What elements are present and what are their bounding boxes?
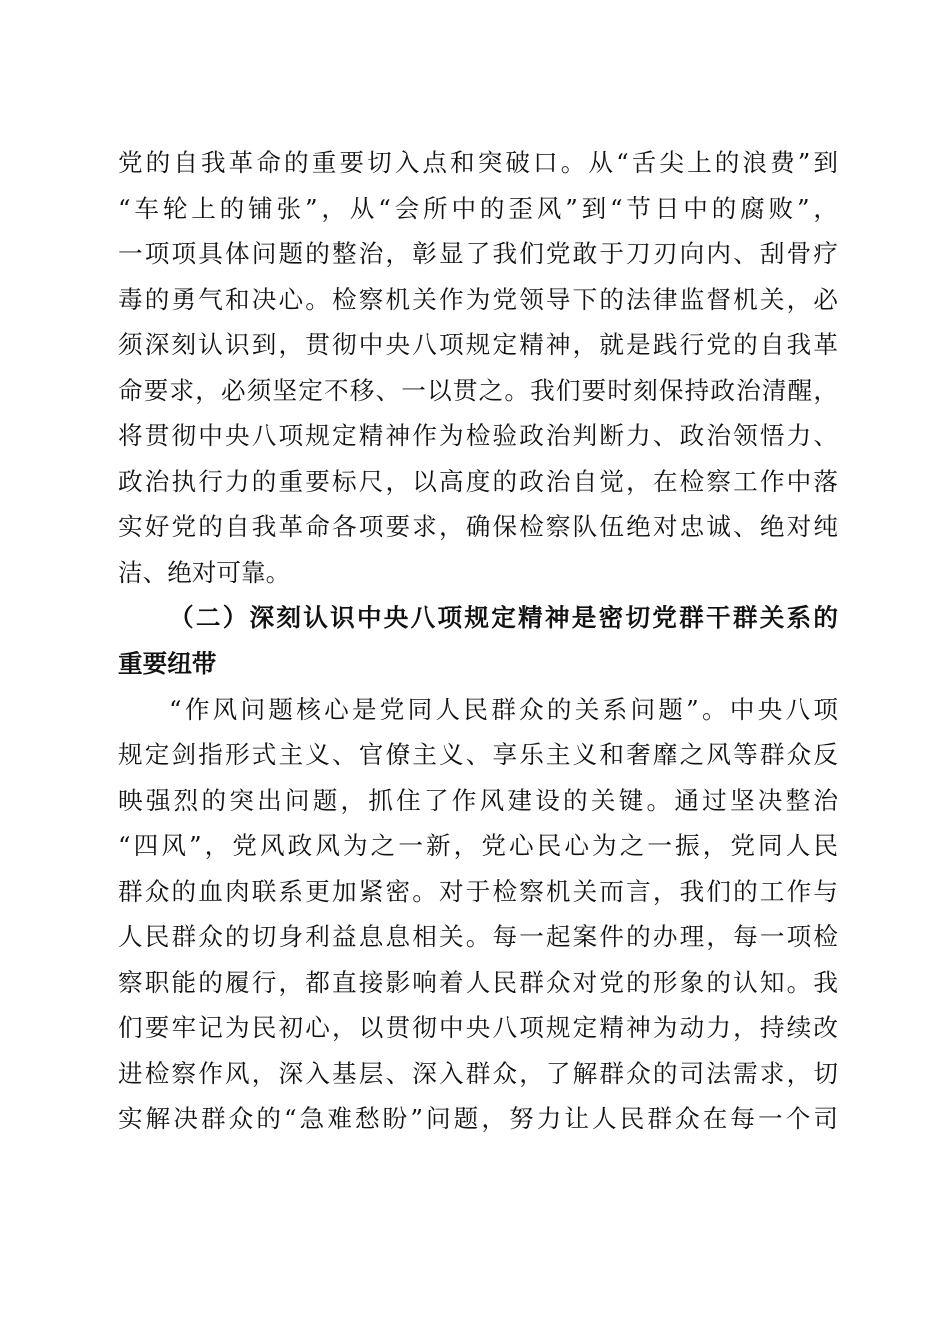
document-body: [118, 140, 838, 1142]
text-line: 将贯彻中央八项规定精神作为检验政治判断力、政治领悟力、: [118, 421, 838, 451]
text-line: 群众的血肉联系更加紧密。对于检察机关而言，我们的工作与: [118, 876, 838, 906]
text-line: 一项项具体问题的整治，彰显了我们党敢于刀刃向内、刮骨疗: [118, 239, 838, 269]
text-line: 映强烈的突出问题，抓住了作风建设的关键。通过坚决整治: [118, 785, 838, 815]
text-line: “四风”，党风政风为之一新，党心民心为之一振，党同人民: [118, 831, 838, 861]
text-line: 实解决群众的“急难愁盼”问题，努力让人民群众在每一个司: [118, 1104, 838, 1134]
text-line: 须深刻认识到，贯彻中央八项规定精神，就是践行党的自我革: [118, 330, 838, 360]
text-line: 洁、绝对可靠。: [118, 557, 291, 587]
text-line: 们要牢记为民初心，以贯彻中央八项规定精神为动力，持续改: [118, 1013, 838, 1043]
section-heading: （二）深刻认识中央八项规定精神是密切党群干群关系的: [169, 603, 838, 633]
text-line: 政治执行力的重要标尺，以高度的政治自觉，在检察工作中落: [118, 466, 838, 496]
text-line: 党的自我革命的重要切入点和突破口。从“舌尖上的浪费”到: [118, 148, 838, 177]
text-line: 规定剑指形式主义、官僚主义、享乐主义和奢靡之风等群众反: [118, 740, 838, 770]
text-line: 毒的勇气和决心。检察机关作为党领导下的法律监督机关，必: [118, 284, 838, 314]
text-line: 命要求，必须坚定不移、一以贯之。我们要时刻保持政治清醒，: [118, 375, 838, 405]
text-line: 人民群众的切身利益息息相关。每一起案件的办理，每一项检: [118, 922, 838, 952]
text-line: “作风问题核心是党同人民群众的关系问题”。中央八项: [169, 694, 838, 724]
text-line: 察职能的履行，都直接影响着人民群众对党的形象的认知。我: [118, 967, 838, 997]
text-line: 进检察作风，深入基层、深入群众，了解群众的司法需求，切: [118, 1058, 838, 1088]
text-line: 实好党的自我革命各项要求，确保检察队伍绝对忠诚、绝对纯: [118, 512, 838, 542]
text-line: “车轮上的铺张”，从“会所中的歪风”到“节日中的腐败”，: [118, 193, 838, 223]
section-heading-continued: 重要纽带: [118, 649, 217, 679]
